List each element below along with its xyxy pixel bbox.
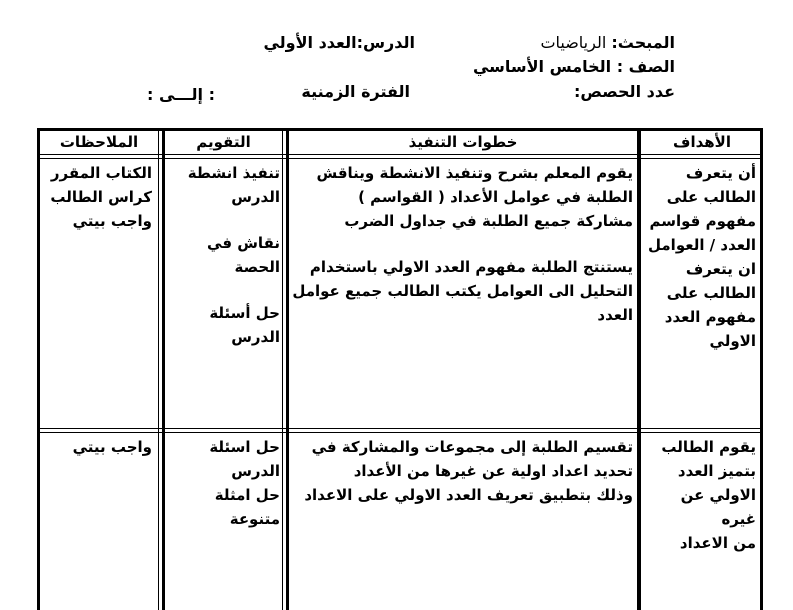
row2-objectives-line: من الاعداد [679, 534, 756, 552]
grade-label: الصف : الخامس الأساسي [472, 57, 675, 76]
row1-steps-line: الطلبة في عوامل الأعداد ( القواسم ) [358, 188, 633, 206]
row2-steps-line: وذلك بتطبيق تعريف العدد الاولي على الاعداد [304, 486, 633, 504]
row2-objectives-line: يقوم الطالب [661, 438, 756, 456]
row1-evaluation-line: حل أسئلة الدرس [209, 304, 280, 346]
header-objectives: الأهداف [673, 133, 731, 151]
row1-evaluation-line: الدرس [231, 188, 280, 206]
subject-label-text: المبحث: [611, 33, 675, 52]
header-divider [40, 158, 760, 159]
header-notes: الملاحظات [59, 133, 139, 151]
row1-evaluation-line: نقاش في الحصة [207, 234, 280, 276]
column-divider [286, 131, 289, 610]
row1-steps [292, 161, 633, 327]
row1-steps-line: يستنتج الطلبة مفهوم العدد الاولي باستخدام [309, 258, 633, 276]
to-label: : إلـــى : [146, 85, 215, 104]
row2-steps-line: تحديد اعداد اولية عن غيرها من الأعداد [353, 462, 633, 480]
subject-label [540, 33, 675, 52]
row-divider [40, 428, 760, 429]
header-divider [40, 154, 760, 155]
row1-objectives-line: أن يتعرف [685, 164, 756, 182]
lesson-title: الدرس:العدد الأولي [263, 33, 415, 52]
row2-objectives-line: بتميز العدد [677, 462, 756, 480]
row1-objectives-line: الطالب على [666, 284, 756, 302]
row2-evaluation [166, 435, 280, 531]
column-divider-thin [640, 131, 641, 610]
row2-objectives-line: الاولي عن غيره [680, 486, 756, 528]
row1-objectives-line: مفهوم العدد [664, 308, 756, 326]
row1-objectives [646, 161, 756, 353]
row-divider [40, 432, 760, 433]
lesson-plan-table [37, 128, 763, 610]
row1-objectives-line: مفهوم قواسم [649, 212, 756, 230]
column-divider-thin [158, 131, 159, 610]
row1-evaluation [166, 161, 280, 349]
time-frame-label: الفترة الزمنية [301, 82, 410, 101]
row1-steps-line: يقوم المعلم بشرح وتنفيذ الانشطة ويناقش [316, 164, 633, 182]
column-divider [162, 131, 165, 610]
periods-label: عدد الحصص: [574, 82, 675, 101]
row1-evaluation-spacer [166, 209, 280, 231]
row1-objectives-line: الاولي [709, 332, 756, 350]
row1-evaluation-line: تنفيذ انشطة [187, 164, 280, 182]
row1-steps-spacer [292, 233, 633, 255]
row1-steps-line: العدد [597, 306, 633, 324]
row1-notes [42, 161, 152, 233]
row1-objectives-line: العدد / العوامل [648, 236, 756, 254]
header-evaluation: التقويم [196, 133, 251, 151]
subject-value: الرياضيات [540, 33, 612, 52]
row1-objectives-line: ان يتعرف [685, 260, 756, 278]
row1-notes-line: كراس الطالب [50, 188, 152, 206]
row1-notes-line: الكتاب المقرر [50, 164, 152, 182]
row2-evaluation-line: حل امثلة متنوعة [214, 486, 280, 528]
row2-steps [292, 435, 633, 507]
row1-steps-line: مشاركة جميع الطلبة في جداول الضرب [344, 212, 633, 230]
row1-steps-line: التحليل الى العوامل يكتب الطالب جميع عوامل [292, 282, 633, 300]
row2-objectives [646, 435, 756, 555]
row2-notes [42, 435, 152, 459]
row2-notes-line: واجب بيتي [72, 438, 152, 456]
row2-steps-line: تقسيم الطلبة إلى مجموعات والمشاركة في [311, 438, 633, 456]
row2-evaluation-line: حل اسئلة الدرس [209, 438, 280, 480]
row1-objectives-line: الطالب على [666, 188, 756, 206]
row1-evaluation-spacer [166, 279, 280, 301]
header-steps: خطوات التنفيذ [408, 133, 518, 151]
row1-notes-line: واجب بيتي [72, 212, 152, 230]
column-divider-thin [282, 131, 283, 610]
